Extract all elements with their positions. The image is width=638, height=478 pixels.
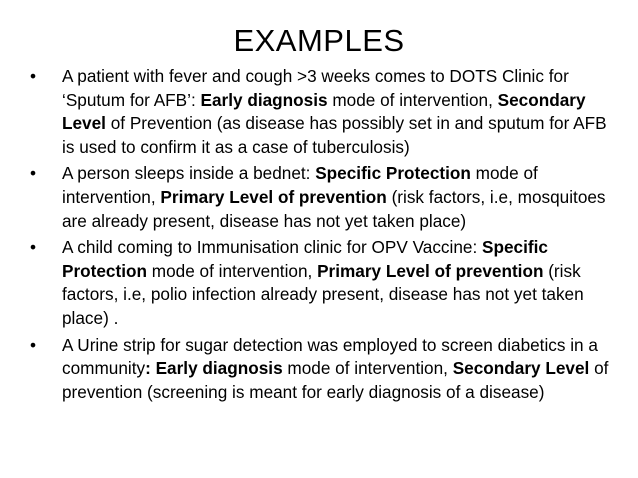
bullet-text: [62, 335, 608, 402]
text-segment: (risk factors, i.e, mosquitoes are already present, disease has not yet taken place): [62, 186, 606, 231]
bullet-item-1: [30, 65, 615, 159]
bullet-item-4: [30, 334, 615, 405]
bullet-dot-icon: •: [30, 163, 37, 184]
text-segment: A Urine strip for sugar detection was employed to screen diabetics in a community: [62, 334, 598, 379]
bullet-text: [62, 66, 607, 157]
bullet-item-3: [30, 236, 615, 330]
slide-title: EXAMPLES: [233, 23, 405, 58]
bold-term: Specific Protection: [315, 163, 471, 184]
text-segment: mode of intervention,: [62, 163, 538, 207]
bold-term: Secondary Level: [452, 358, 590, 379]
bold-term: Early diagnosis: [200, 89, 328, 110]
bullet-text: [62, 163, 606, 230]
bold-term: Specific Protection: [62, 237, 548, 281]
text-segment: mode of intervention,: [327, 89, 498, 110]
text-segment: A patient with fever and cough >3 weeks comes to DOTS Clinic for ‘Sputum for AFB’:: [62, 66, 569, 110]
text-segment: A child coming to Immunisation clinic for OPV Vaccine:: [62, 237, 482, 258]
bullet-text: [62, 237, 584, 328]
bullet-dot-icon: •: [30, 66, 37, 86]
text-segment: A person sleeps inside a bednet:: [62, 163, 316, 184]
bullet-dot-icon: •: [30, 334, 37, 355]
bullet-dot-icon: •: [30, 237, 37, 258]
text-segment: of prevention (screening is meant for early diagnosis of a disease): [62, 358, 609, 402]
bold-term: : Early diagnosis: [145, 358, 283, 379]
bold-term: Secondary Level: [62, 89, 586, 134]
text-segment: of Prevention (as disease has possibly set in and sputum for AFB is used to confirm it as a case of tuberculosis): [62, 113, 607, 157]
bullet-list: [30, 65, 615, 407]
text-segment: mode of intervention,: [282, 358, 453, 379]
bold-term: Primary Level of prevention: [160, 186, 387, 207]
text-segment: mode of intervention,: [147, 260, 318, 281]
bold-term: Primary Level of prevention: [317, 260, 544, 281]
text-segment: (risk factors, i.e, polio infection already present, disease has not yet taken place) .: [62, 260, 584, 328]
bullet-item-2: [30, 162, 615, 233]
